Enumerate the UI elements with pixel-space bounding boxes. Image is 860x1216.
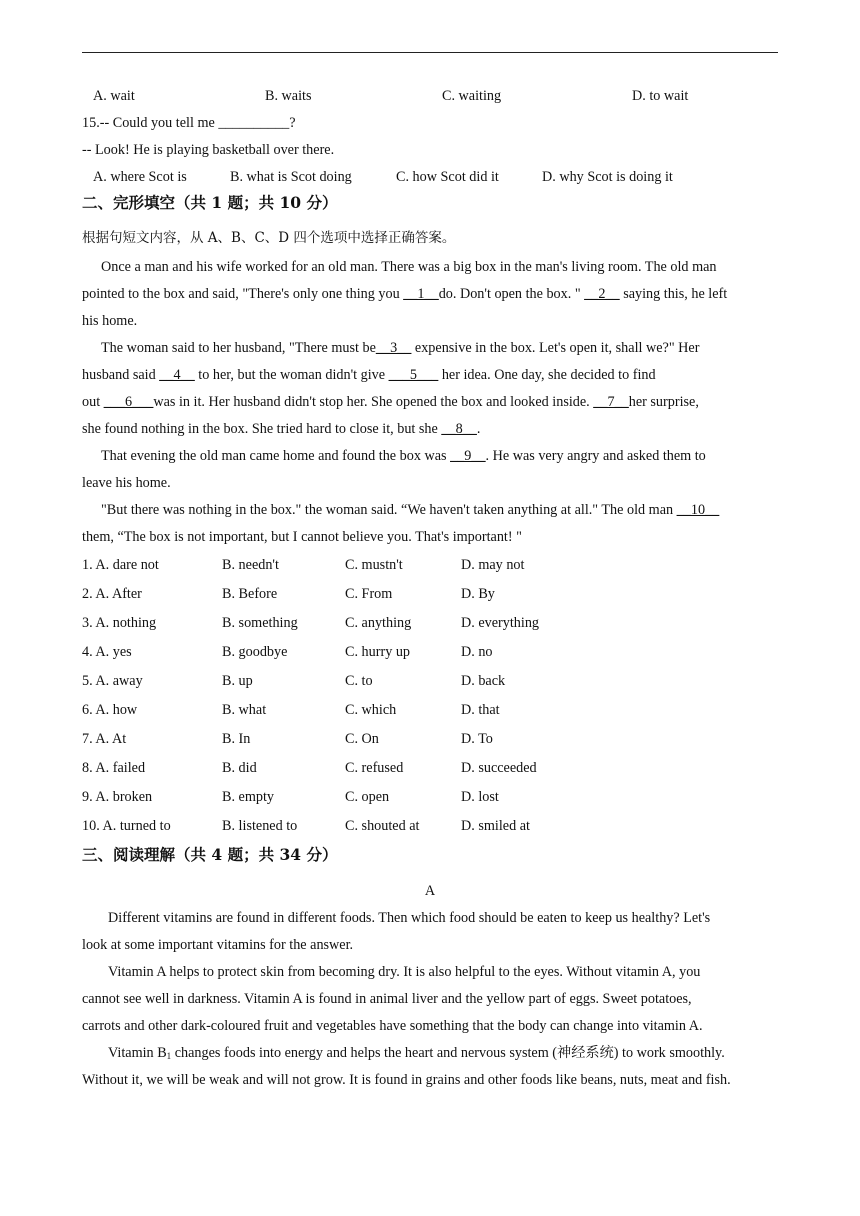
choice-5c: C. to — [345, 673, 373, 689]
blank-9: __9__ — [450, 448, 486, 464]
choice-10c: C. shouted at — [345, 818, 420, 834]
cloze-line-5: husband said __4__ to her, but the woman didn't give ___5___ her idea. One day, she decided to find — [82, 367, 656, 383]
choice-4d: D. no — [461, 644, 493, 660]
reading-line-3: Vitamin A helps to protect skin from becoming dry. It is also helpful to the eyes. Without vitamin A, you — [108, 964, 701, 980]
q14-option-d: D. to wait — [632, 88, 689, 104]
choice-3a: 3. A. nothing — [82, 615, 157, 631]
blank-10: __10__ — [676, 502, 720, 518]
section3-heading: 三、阅读理解（共 4 题；共 34 分） — [82, 845, 338, 864]
choice-6b: B. what — [222, 702, 267, 718]
choice-9c: C. open — [345, 789, 390, 805]
choice-10d: D. smiled at — [461, 818, 530, 834]
choice-7a: 7. A. At — [82, 731, 127, 747]
cloze-line-11: them, “The box is not important, but I cannot believe you. That's important! " — [82, 529, 522, 545]
choice-9a: 9. A. broken — [82, 789, 153, 805]
choice-1c: C. mustn't — [345, 557, 403, 573]
header-rule — [82, 52, 778, 53]
q15-question: 15.-- Could you tell me __________? — [82, 115, 296, 131]
section2-heading: 二、完形填空（共 1 题；共 10 分） — [82, 193, 338, 212]
choice-9d: D. lost — [461, 789, 499, 805]
choice-2d: D. By — [461, 586, 495, 602]
q14-option-b: B. waits — [265, 88, 312, 104]
cloze-line-8: That evening the old man came home and found the box was __9__. He was very angry and asked them to — [101, 448, 706, 464]
choice-6d: D. that — [461, 702, 500, 718]
blank-7: __7__ — [593, 394, 629, 410]
choice-3d: D. everything — [461, 615, 540, 631]
choice-8c: C. refused — [345, 760, 404, 776]
choice-2c: C. From — [345, 586, 393, 602]
choice-2a: 2. A. After — [82, 586, 142, 602]
section2-instruction: 根据句短文内容，从 A、B、C、D 四个选项中选择正确答案。 — [82, 230, 456, 246]
choice-8d: D. succeeded — [461, 760, 537, 776]
cloze-line-7: she found nothing in the box. She tried hard to close it, but she __8__. — [82, 421, 481, 437]
choice-7c: C. On — [345, 731, 379, 747]
choice-5d: D. back — [461, 673, 506, 689]
cloze-line-2: pointed to the box and said, "There's only one thing you __1__do. Don't open the box. " __2__ saying this, he left — [82, 286, 728, 302]
choice-7d: D. To — [461, 731, 493, 747]
q14-option-a: A. wait — [93, 88, 135, 104]
choice-7b: B. In — [222, 731, 251, 747]
choice-3c: C. anything — [345, 615, 412, 631]
choice-10b: B. listened to — [222, 818, 298, 834]
q15-option-d: D. why Scot is doing it — [542, 169, 673, 185]
choice-4c: C. hurry up — [345, 644, 411, 660]
choice-5a: 5. A. away — [82, 673, 143, 689]
choice-5b: B. up — [222, 673, 253, 689]
choice-2b: B. Before — [222, 586, 278, 602]
blank-6: ___6___ — [103, 394, 154, 410]
cloze-line-3: his home. — [82, 313, 138, 329]
blank-3: __3__ — [375, 340, 412, 356]
choice-3b: B. something — [222, 615, 298, 631]
q15-option-c: C. how Scot did it — [396, 169, 499, 185]
choice-1a: 1. A. dare not — [82, 557, 159, 573]
blank-5: ___5___ — [388, 367, 439, 383]
reading-line-2: look at some important vitamins for the answer. — [82, 937, 354, 953]
reading-line-6: Vitamin $B_1$ changes foods into energy and helps the heart and nervous system (神经系统) to work smoothly. — [108, 1045, 725, 1061]
blank-8: __8__ — [441, 421, 477, 437]
choice-4b: B. goodbye — [222, 644, 288, 660]
cloze-line-9: leave his home. — [82, 475, 171, 491]
passage-letter: A — [424, 883, 436, 899]
subscript-1: 1 — [166, 1051, 172, 1061]
choice-1d: D. may not — [461, 557, 525, 573]
choice-6a: 6. A. how — [82, 702, 138, 718]
choice-4a: 4. A. yes — [82, 644, 132, 660]
cloze-line-1: Once a man and his wife worked for an old man. There was a big box in the man's living room. The old man — [101, 259, 717, 275]
blank-4: __4__ — [159, 367, 195, 383]
choice-1b: B. needn't — [222, 557, 279, 573]
choice-8a: 8. A. failed — [82, 760, 146, 776]
choice-6c: C. which — [345, 702, 397, 718]
q14-option-c: C. waiting — [442, 88, 502, 104]
blank-2: __2__ — [584, 286, 620, 302]
choice-8b: B. did — [222, 760, 257, 776]
q15-reply: -- Look! He is playing basketball over there. — [82, 142, 335, 158]
reading-line-7: Without it, we will be weak and will not grow. It is found in grains and other foods like beans, nuts, meat and fish. — [82, 1072, 731, 1088]
cloze-line-6: out ___6___was in it. Her husband didn't stop her. She opened the box and looked inside. __7__her surprise, — [82, 394, 699, 410]
reading-line-1: Different vitamins are found in different foods. Then which food should be eaten to keep us healthy? Let's — [108, 910, 711, 926]
cloze-line-10: "But there was nothing in the box." the woman said. “We haven't taken anything at all." The old man __10__ — [101, 502, 720, 518]
choice-9b: B. empty — [222, 789, 275, 805]
choice-10a: 10. A. turned to — [82, 818, 171, 834]
q15-option-a: A. where Scot is — [93, 169, 187, 185]
cloze-line-4: The woman said to her husband, "There must be__3__ expensive in the box. Let's open it, shall we?" Her — [101, 340, 700, 356]
reading-line-4: cannot see well in darkness. Vitamin A is found in animal liver and the yellow part of eggs. Sweet potatoes, — [82, 991, 692, 1007]
q15-option-b: B. what is Scot doing — [230, 169, 352, 185]
blank-1: __1__ — [403, 286, 439, 302]
reading-line-5: carrots and other dark-coloured fruit and vegetables have something that the body can change into vitamin A. — [82, 1018, 703, 1034]
